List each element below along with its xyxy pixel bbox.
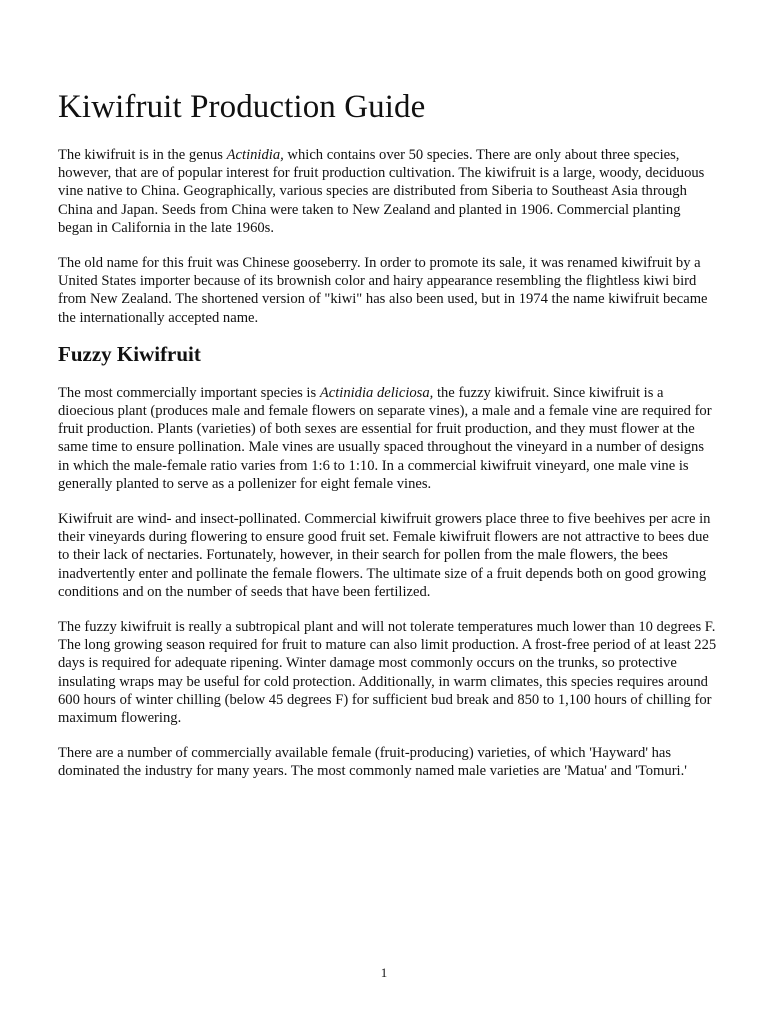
intro-paragraph-2: The old name for this fruit was Chinese gooseberry. In order to promote its sale, it was renamed kiwifruit by a United States importer because of its brownish color and hairy appearance resembling the flightless kiwi bird from New Zealand. The shortened version of "kiwi" has also been used, but in 1974 the name kiwifruit became the internationally accepted name. xyxy=(58,255,708,326)
page-number: 1 xyxy=(380,965,388,980)
intro-paragraph-1 xyxy=(58,146,718,237)
section-heading: Fuzzy Kiwifruit xyxy=(58,341,201,366)
text-run: the fuzzy kiwifruit. Since kiwifruit is a dioecious plant (produces male and female flowers on separate vines), a male and a female vine are required for fruit production. Plants (varieties) of both sexes are essential for fruit production, and they must flower at the same time to ensure pollination. Male vines are usually spaced throughout the vineyard in a number of designs in which the male-female ratio varies from 1:6 to 1:10. In a commercial kiwifruit vineyard, one male vine is generally planted to serve as a pollenizer for eight female vines. xyxy=(58,384,712,492)
section-paragraph-4: There are a number of commercially available female (fruit-producing) varieties, of which 'Hayward' has dominated the industry for many years. The most commonly named male varieties are 'Matua' and 'Tomuri.' xyxy=(58,745,687,780)
section-paragraph-1 xyxy=(58,384,718,493)
text-run: The kiwifruit is in the genus xyxy=(58,147,227,163)
page-title: Kiwifruit Production Guide xyxy=(58,89,426,125)
italic-genus: Actinidia, xyxy=(226,147,284,163)
section-paragraph-3: The fuzzy kiwifruit is really a subtropical plant and will not tolerate temperatures much lower than 10 degrees F. The long growing season required for fruit to mature can also limit production. A frost-free period of at least 225 days is required for adequate ripening. Winter damage most commonly occurs on the trunks, so protective insulating wraps may be useful for cold protection. Additionally, in warm climates, this species requires around 600 hours of winter chilling (below 45 degrees F) for sufficient bud break and 850 to 1,100 hours of chilling for maximum flowering. xyxy=(58,619,717,727)
text-run: The most commercially important species is xyxy=(58,384,320,401)
italic-species: Actinidia deliciosa, xyxy=(319,384,434,401)
text-run: which contains over 50 species. There are only about three species, however, that are of popular interest for fruit production cultivation. The kiwifruit is a large, woody, deciduous vine native to China. Geographically, various species are distributed from Siberia to Southeast Asia through China and Japan. Seeds from China were taken to New Zealand and planted in 1906. Commercial planting began in California in the late 1960s. xyxy=(58,147,705,236)
section-paragraph-2: Kiwifruit are wind- and insect-pollinated. Commercial kiwifruit growers place three to five beehives per acre in their vineyards during flowering to ensure good fruit set. Female kiwifruit flowers are not attractive to bees due to their lack of nectaries. Fortunately, however, in their search for pollen from the male flowers, the bees inadvertently enter and pollinate the female flowers. The ultimate size of a fruit depends both on good growing conditions and on the number of seeds that have been fertilized. xyxy=(58,511,711,600)
page-content xyxy=(58,86,718,781)
